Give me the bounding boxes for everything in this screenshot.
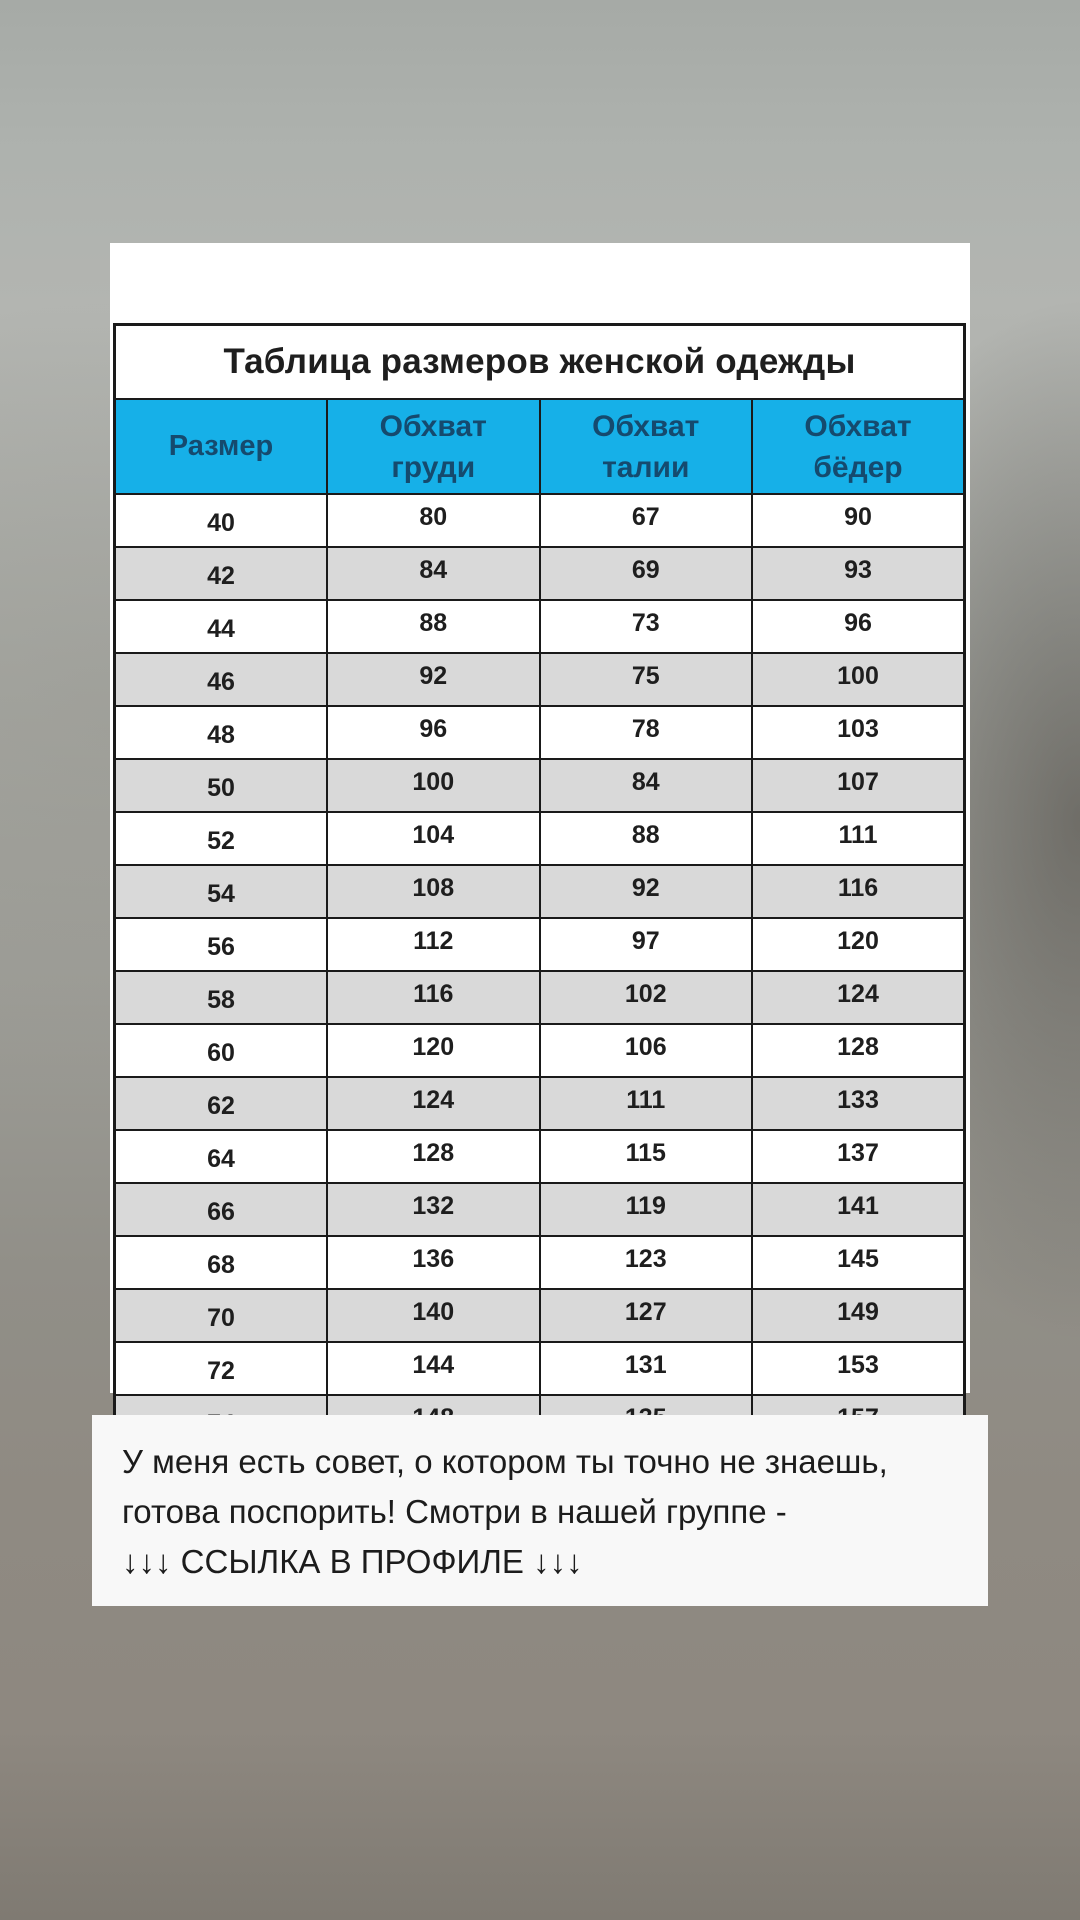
cell-hips: 100 [752,653,965,706]
cell-hips: 116 [752,865,965,918]
table-row [115,547,965,600]
table-header-row [115,399,965,494]
cell-hips: 90 [752,494,965,547]
cell-chest: 112 [327,918,540,971]
cell-size: 44 [115,600,328,653]
cell-waist: 73 [540,600,753,653]
table-row [115,1342,965,1395]
cell-chest: 104 [327,812,540,865]
table-title-row [115,325,965,400]
header-waist [540,399,753,494]
cell-waist: 67 [540,494,753,547]
promo-link-callout: ↓↓↓ ССЫЛКА В ПРОФИЛЕ ↓↓↓ [122,1543,583,1580]
cell-size: 68 [115,1236,328,1289]
cell-waist: 78 [540,706,753,759]
cell-hips: 93 [752,547,965,600]
cell-size: 70 [115,1289,328,1342]
cell-chest: 100 [327,759,540,812]
cell-waist: 119 [540,1183,753,1236]
table-row [115,494,965,547]
cell-size: 42 [115,547,328,600]
promo-line-1: У меня есть совет, о котором ты точно не знаешь, [122,1443,888,1480]
cell-size: 66 [115,1183,328,1236]
table-row [115,1130,965,1183]
table-row [115,600,965,653]
table-row [115,971,965,1024]
cell-waist: 127 [540,1289,753,1342]
table-row [115,706,965,759]
header-chest-line1: Обхват [379,409,487,443]
table-row [115,1024,965,1077]
cell-waist: 69 [540,547,753,600]
cell-size: 62 [115,1077,328,1130]
cell-waist: 88 [540,812,753,865]
cell-chest: 120 [327,1024,540,1077]
cell-size: 64 [115,1130,328,1183]
table-row [115,1077,965,1130]
size-table-body [115,325,965,1449]
header-hips [752,399,965,494]
cell-hips: 145 [752,1236,965,1289]
cell-hips: 124 [752,971,965,1024]
cell-size: 48 [115,706,328,759]
cell-size: 52 [115,812,328,865]
cell-size: 56 [115,918,328,971]
size-table [113,323,966,1450]
cell-chest: 128 [327,1130,540,1183]
cell-chest: 140 [327,1289,540,1342]
cell-waist: 102 [540,971,753,1024]
table-row [115,812,965,865]
header-waist-line2: талии [602,450,690,484]
cell-waist: 106 [540,1024,753,1077]
promo-caption [92,1415,988,1606]
cell-size: 72 [115,1342,328,1395]
cell-chest: 96 [327,706,540,759]
table-row [115,865,965,918]
cell-waist: 115 [540,1130,753,1183]
cell-waist: 97 [540,918,753,971]
cell-waist: 131 [540,1342,753,1395]
cell-chest: 92 [327,653,540,706]
table-row [115,918,965,971]
cell-chest: 88 [327,600,540,653]
cell-hips: 141 [752,1183,965,1236]
cell-chest: 144 [327,1342,540,1395]
cell-hips: 103 [752,706,965,759]
promo-line-2: готова поспорить! Смотри в нашей группе - [122,1493,787,1530]
cell-size: 54 [115,865,328,918]
cell-size: 40 [115,494,328,547]
cell-hips: 149 [752,1289,965,1342]
header-hips-line2: бёдер [813,450,903,484]
cell-chest: 80 [327,494,540,547]
table-row [115,1183,965,1236]
table-title: Таблица размеров женской одежды [115,325,965,400]
cell-hips: 107 [752,759,965,812]
table-row [115,1236,965,1289]
cell-waist: 123 [540,1236,753,1289]
cell-chest: 116 [327,971,540,1024]
cell-waist: 92 [540,865,753,918]
table-row [115,653,965,706]
header-chest [327,399,540,494]
header-chest-line2: груди [391,450,476,484]
cell-chest: 84 [327,547,540,600]
cell-size: 60 [115,1024,328,1077]
cell-waist: 84 [540,759,753,812]
cell-hips: 96 [752,600,965,653]
cell-size: 58 [115,971,328,1024]
table-row [115,759,965,812]
cell-hips: 128 [752,1024,965,1077]
cell-chest: 124 [327,1077,540,1130]
size-chart-image [110,243,970,1393]
cell-size: 46 [115,653,328,706]
header-waist-line1: Обхват [592,409,700,443]
cell-hips: 137 [752,1130,965,1183]
cell-chest: 132 [327,1183,540,1236]
cell-chest: 136 [327,1236,540,1289]
cell-waist: 111 [540,1077,753,1130]
cell-waist: 75 [540,653,753,706]
cell-chest: 108 [327,865,540,918]
cell-hips: 133 [752,1077,965,1130]
header-size [115,399,328,494]
header-hips-line1: Обхват [804,409,912,443]
cell-hips: 120 [752,918,965,971]
table-row [115,1289,965,1342]
cell-hips: 111 [752,812,965,865]
header-size-label: Размер [168,430,274,462]
cell-hips: 153 [752,1342,965,1395]
cell-size: 50 [115,759,328,812]
